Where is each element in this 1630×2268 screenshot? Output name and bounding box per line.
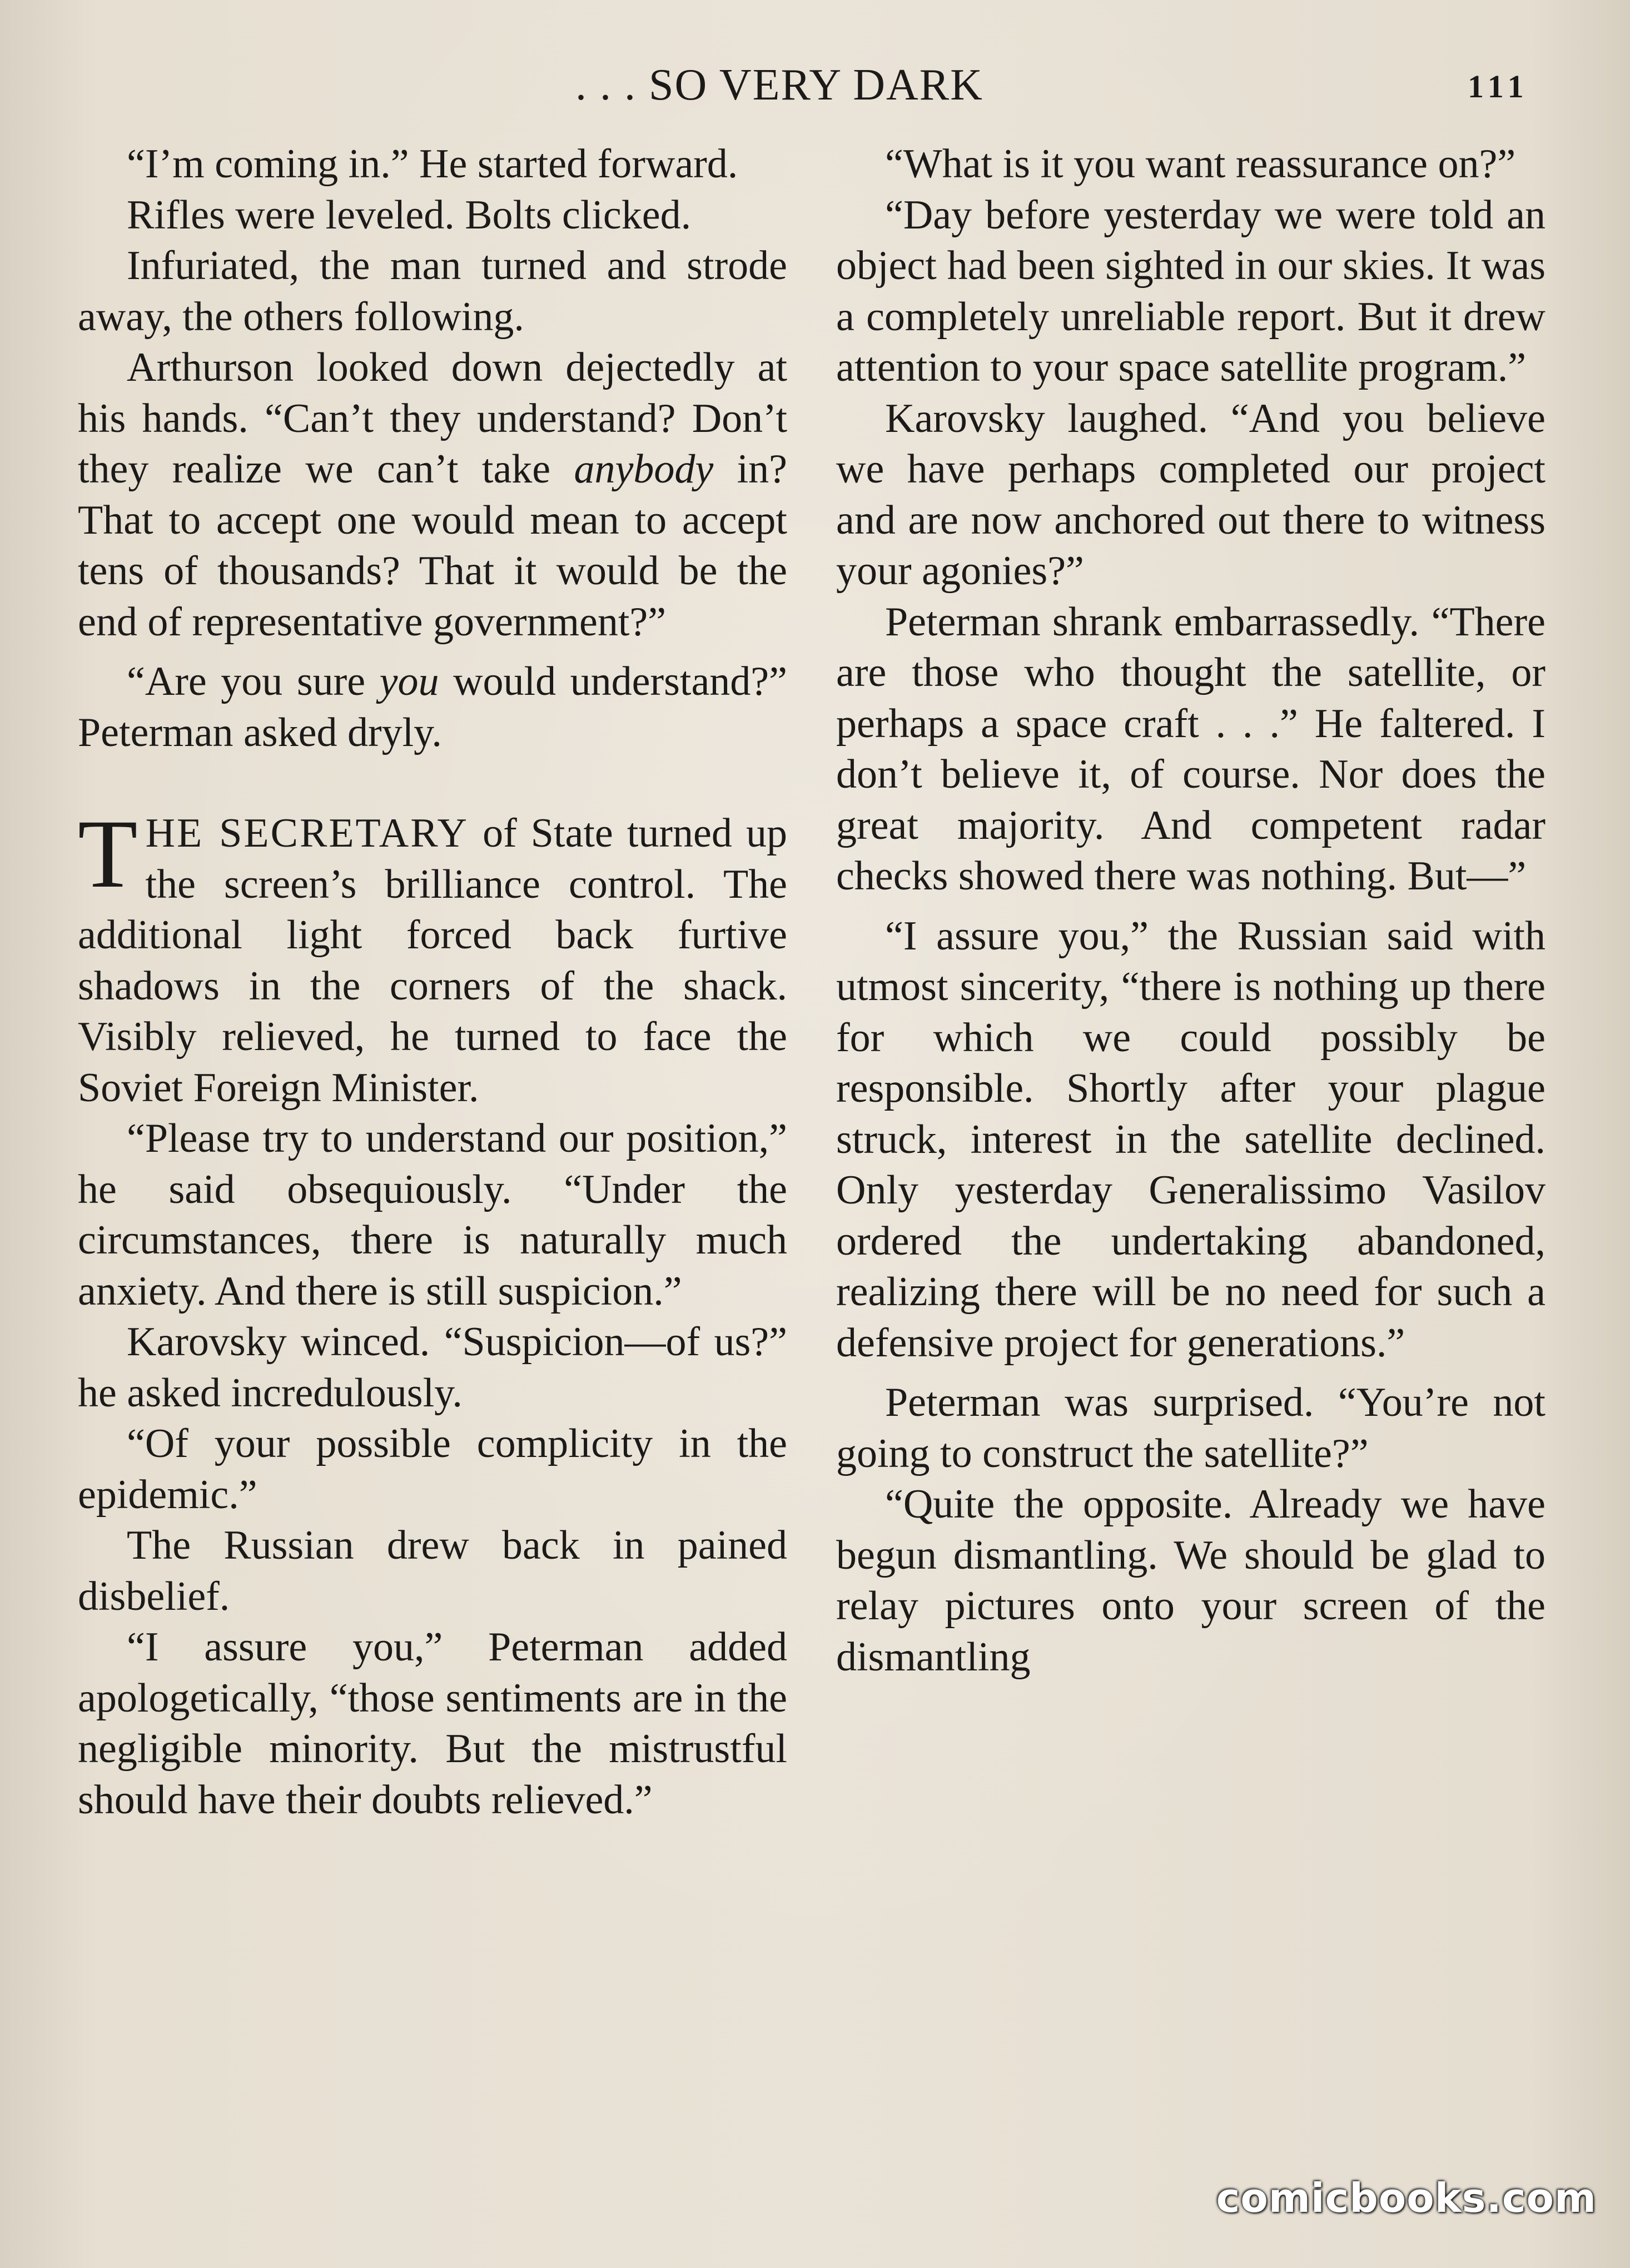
paragraph: Peterman shrank embarrassedly. “There are those who thought the satellite, or perhaps a space craft . . .” He faltered. I don’t believe it, of course. Nor does the great majority. And competent radar checks showed there was nothing. But—” xyxy=(836,599,1545,899)
paragraph-text: in? That to accept one would mean to accept tens of thousands? That it would be the end of representative government?” xyxy=(78,446,787,645)
small-caps-lead: HE SECRETARY xyxy=(145,810,469,856)
right-text-column xyxy=(836,139,1545,1683)
running-head-title: . . . SO VERY DARK xyxy=(575,61,983,110)
paragraph: “I’m coming in.” He started forward. xyxy=(127,141,738,187)
paragraph: “Please try to understand our position,” he said obsequiously. “Under the circumstances, there is naturally much anxiety. And there is still suspicion.” xyxy=(78,1116,787,1314)
paragraph: Rifles were leveled. Bolts clicked. xyxy=(127,192,692,238)
paragraph-text: “Are you sure xyxy=(127,659,380,704)
paragraph: “Day before yesterday we were told an object had been sighted in our skies. It was a completely unreliable report. But it drew attention to your space satellite program.” xyxy=(836,192,1545,390)
paragraph-text: would understand?” Peterman asked dryly. xyxy=(78,659,787,755)
paragraph: Karovsky winced. “Suspicion—of us?” he asked incredulously. xyxy=(78,1319,787,1416)
paragraph: “I assure you,” the Russian said with utmost sincerity, “there is nothing up there for which we could possibly be responsible. Shortly after your plague struck, interest in the satellite declined. Only yesterday Generalissimo Vasilov ordered the undertaking abandoned, realizing there will be no need for such a defensive project for generations.” xyxy=(836,913,1545,1366)
paragraph xyxy=(78,656,787,758)
left-text-column xyxy=(78,139,787,1826)
paragraph: Peterman was surprised. “You’re not going to construct the satellite?” xyxy=(836,1380,1545,1476)
paragraph: Karovsky laughed. “And you believe we have perhaps completed our project and are now anchored out there to witness your agonies?” xyxy=(836,395,1545,594)
drop-cap: T xyxy=(78,800,138,908)
paragraph: The Russian drew back in pained disbelief. xyxy=(78,1523,787,1619)
emphasis-text: you xyxy=(379,659,439,704)
paragraph: “Of your possible complicity in the epidemic.” xyxy=(78,1421,787,1518)
paragraph: “I assure you,” Peterman added apologetically, “those sentiments are in the negligible minority. But the mistrustful should have their doubts relieved.” xyxy=(78,1624,787,1823)
site-watermark: comicbooks.com xyxy=(1216,2175,1597,2221)
emphasis-text: anybody xyxy=(574,446,714,492)
paragraph: Infuriated, the man turned and strode away, the others following. xyxy=(78,243,787,340)
paragraph: “Quite the opposite. Already we have begun dismantling. We should be glad to relay pictures onto your screen of the dismantling xyxy=(836,1481,1545,1680)
section-opening-paragraph xyxy=(78,800,787,1113)
running-head xyxy=(0,60,1630,116)
paragraph-text: Arthurson looked down dejectedly at his hands. “Can’t they understand? Don’t they realize we can’t take xyxy=(78,345,787,492)
paragraph xyxy=(78,342,787,648)
paragraph: “What is it you want reassurance on?” xyxy=(885,141,1516,187)
paragraph-text: of State turned up the screen’s brilliance control. The additional light forced back furtive shadows in the corners of the shack. Visibly relieved, he turned to face the Soviet Foreign Minister. xyxy=(78,810,787,1111)
page-number: 111 xyxy=(1468,68,1529,105)
